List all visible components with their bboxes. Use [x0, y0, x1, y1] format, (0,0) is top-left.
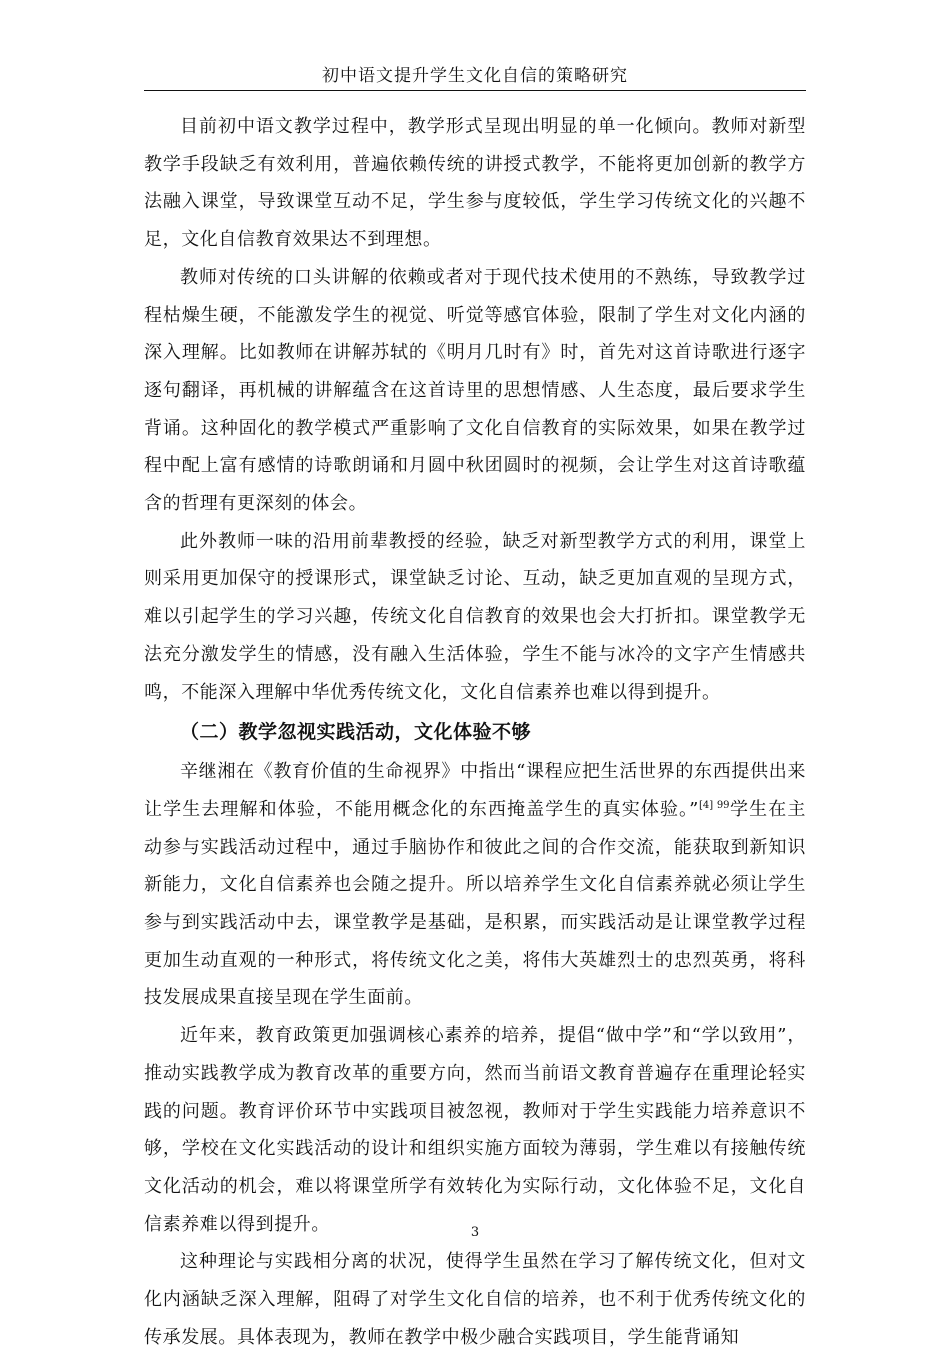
citation-marker: [4] 99 — [698, 799, 730, 811]
page-number: 3 — [470, 1225, 480, 1240]
paragraph-2: 教师对传统的口头讲解的依赖或者对于现代技术使用的不熟练，导致教学过程枯燥生硬，不能激发学生的视觉、听觉等感官体验，限制了学生对文化内涵的深入理解。比如教师在讲解苏轼的《明月几时有》时，首先对这首诗歌进行逐字逐句翻译，再机械的讲解蕴含在这首诗里的思想情感、人生态度，最后要求学生背诵。这种固化的教学模式严重影响了文化自信教育的实际效果，如果在教学过程中配上富有感情的诗歌朗诵和月圆中秋团圆时的视频，会让学生对这首诗歌蕴含的哲理有更深刻的体会。 — [144, 266, 806, 515]
running-header-title: 初中语文提升学生文化自信的策略研究 — [322, 66, 628, 86]
header-rule — [144, 90, 806, 91]
paragraph-4-quote: 辛继湘在《教育价值的生命视界》中指出“课程应把生活世界的东西提供出来让学生去理解和体验，不能用概念化的东西掩盖学生的真实体验。” — [144, 761, 806, 820]
paragraph-4-continuation: 学生在主动参与实践活动过程中，通过手脑协作和彼此之间的合作交流，能获取到新知识新能力，文化自信素养也会随之提升。所以培养学生文化自信素养就必须让学生参与到实践活动中去，课堂教学是基础，是积累，而实践活动是让课堂教学过程更加生动直观的一种形式，将传统文化之美，将伟大英雄烈士的忠烈英勇，将科技发展成果直接呈现在学生面前。 — [144, 798, 806, 1009]
body-text — [144, 108, 806, 1357]
paragraph-4 — [144, 753, 806, 1017]
paragraph-6: 这种理论与实践相分离的状况，使得学生虽然在学习了解传统文化，但对文化内涵缺乏深入理解，阻碍了对学生文化自信的培养，也不利于优秀传统文化的传承发展。具体表现为，教师在教学中极少融合实践项目，学生能背诵知 — [144, 1251, 806, 1348]
paragraph-3: 此外教师一味的沿用前辈教授的经验，缺乏对新型教学方式的利用，课堂上则采用更加保守的授课形式，课堂缺乏讨论、互动，缺乏更加直观的呈现方式，难以引起学生的学习兴趣，传统文化自信教育的效果也会大打折扣。课堂教学无法充分激发学生的情感，没有融入生活体验，学生不能与冰冷的文字产生情感共鸣，不能深入理解中华优秀传统文化，文化自信素养也难以得到提升。 — [144, 530, 806, 703]
paragraph-5: 近年来，教育政策更加强调核心素养的培养，提倡“做中学”和“学以致用”，推动实践教学成为教育改革的重要方向，然而当前语文教育普遍存在重理论轻实践的问题。教育评价环节中实践项目被忽视，教师对于学生实践能力培养意识不够，学校在文化实践活动的设计和组织实施方面较为薄弱，学生难以有接触传统文化活动的机会，难以将课堂所学有效转化为实际行动，文化体验不足，文化自信素养难以得到提升。 — [144, 1025, 806, 1235]
paragraph-1: 目前初中语文教学过程中，教学形式呈现出明显的单一化倾向。教师对新型教学手段缺乏有效利用，普遍依赖传统的讲授式教学，不能将更加创新的教学方法融入课堂，导致课堂互动不足，学生参与度较低，学生学习传统文化的兴趣不足，文化自信教育效果达不到理想。 — [144, 116, 806, 251]
section-heading: （二）教学忽视实践活动，文化体验不够 — [180, 721, 532, 744]
